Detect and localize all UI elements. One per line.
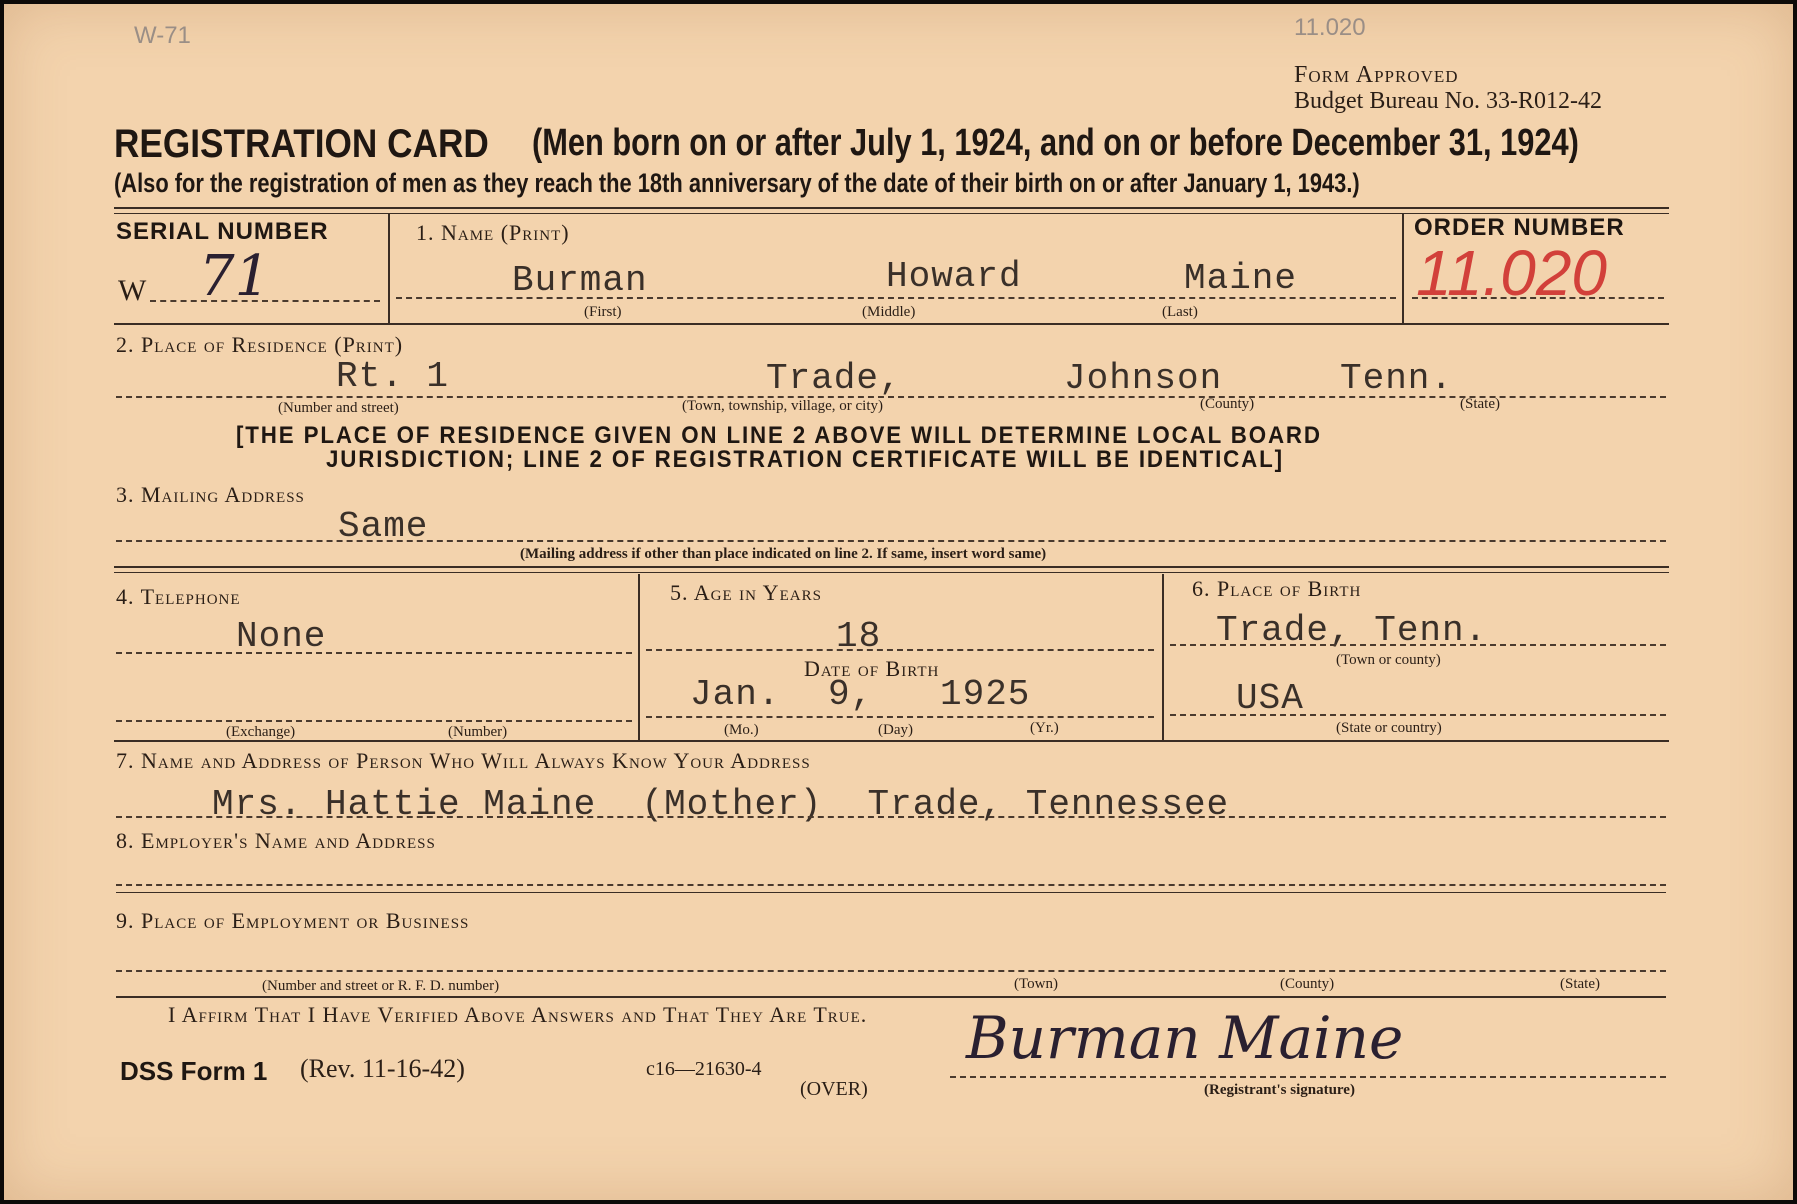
residence-county: Johnson xyxy=(1064,358,1223,399)
residence-state: Tenn. xyxy=(1340,358,1454,399)
registrant-signature: Burman Maine xyxy=(966,1004,1404,1072)
order-value: 11.020 xyxy=(1416,237,1607,309)
birthplace-caption-town: (Town or county) xyxy=(1336,652,1441,668)
row3-rule xyxy=(114,566,1669,568)
residence-label: 2. Place of Residence (Print) xyxy=(116,332,404,357)
divider-telephone xyxy=(638,574,640,742)
employer-label: 8. Employer's Name and Address xyxy=(116,828,436,853)
telephone-line-1 xyxy=(116,652,632,654)
employment-rule xyxy=(116,996,1666,998)
jurisdiction-notice-1: [THE PLACE OF RESIDENCE GIVEN ON LINE 2 ABOVE WILL DETERMINE LOCAL BOARD xyxy=(236,422,1322,449)
residence-town: Trade, xyxy=(766,358,902,399)
employment-caption-town: (Town) xyxy=(1014,976,1058,992)
employment-label: 9. Place of Employment or Business xyxy=(116,908,470,933)
dob-caption-yr: (Yr.) xyxy=(1030,720,1059,736)
row4-rule xyxy=(114,740,1669,742)
dob-month: Jan. xyxy=(690,674,781,715)
mailing-caption: (Mailing address if other than place indicated on line 2. If same, insert word same) xyxy=(520,546,1047,562)
telephone-caption-number: (Number) xyxy=(448,724,508,740)
residence-caption-street: (Number and street) xyxy=(278,400,399,416)
dob-caption-day: (Day) xyxy=(878,722,913,738)
divider-age xyxy=(1162,574,1164,742)
name-caption-middle: (Middle) xyxy=(862,304,916,320)
age-line xyxy=(646,649,1154,651)
affirm-statement: I Affirm That I Have Verified Above Answers and That They Are True. xyxy=(168,1002,868,1027)
jurisdiction-notice-2: JURISDICTION; LINE 2 OF REGISTRATION CERTIFICATE WILL BE IDENTICAL] xyxy=(326,446,1284,473)
form-revision: (Rev. 11-16-42) xyxy=(300,1054,465,1083)
dob-caption-mo: (Mo.) xyxy=(724,722,759,738)
form-subtitle-2: (Also for the registration of men as they reach the 18th anniversary of the date of their birth on or after January 1, 1943.) xyxy=(114,168,1360,198)
order-line xyxy=(1412,297,1664,299)
serial-line xyxy=(150,300,380,302)
name-label: 1. Name (Print) xyxy=(416,220,570,245)
header-rule xyxy=(114,207,1669,209)
name-middle: Howard xyxy=(886,256,1022,297)
name-first: Burman xyxy=(512,260,648,301)
residence-line xyxy=(116,396,1666,398)
signature-caption: (Registrant's signature) xyxy=(1204,1082,1355,1098)
name-caption-first: (First) xyxy=(584,304,622,320)
contact-value: Mrs. Hattie Maine (Mother) Trade, Tennessee xyxy=(212,784,1230,825)
age-value: 18 xyxy=(836,616,882,657)
form-number: DSS Form 1 xyxy=(120,1056,268,1086)
residence-caption-town: (Town, township, village, or city) xyxy=(682,398,883,414)
telephone-caption-exchange: (Exchange) xyxy=(226,724,296,740)
residence-caption-county: (County) xyxy=(1200,396,1255,412)
employment-line xyxy=(116,970,1666,972)
birthplace-line-1 xyxy=(1170,644,1666,646)
employment-caption-county: (County) xyxy=(1280,976,1335,992)
dob-year: 1925 xyxy=(940,674,1031,715)
budget-bureau: Budget Bureau No. 33-R012-42 xyxy=(1294,88,1602,114)
order-label: ORDER NUMBER xyxy=(1414,214,1625,241)
registration-card xyxy=(4,4,1793,1200)
pencil-note-top-right: 11.020 xyxy=(1294,14,1366,41)
name-caption-last: (Last) xyxy=(1162,304,1198,320)
residence-caption-state: (State) xyxy=(1460,396,1500,412)
form-approved: Form Approved xyxy=(1294,62,1459,88)
dob-label: Date of Birth xyxy=(804,656,940,681)
birthplace-label: 6. Place of Birth xyxy=(1192,576,1362,601)
age-label: 5. Age in Years xyxy=(670,580,822,605)
employer-line xyxy=(116,884,1666,886)
birthplace-line-2 xyxy=(1170,714,1666,716)
contact-label: 7. Name and Address of Person Who Will Always Know Your Address xyxy=(116,748,811,773)
form-subtitle: (Men born on or after July 1, 1924, and on or before December 31, 1924) xyxy=(532,122,1579,164)
telephone-value: None xyxy=(236,616,327,657)
serial-label: SERIAL NUMBER xyxy=(116,218,329,245)
row1-rule xyxy=(114,323,1669,325)
over-note: (OVER) xyxy=(800,1078,868,1100)
serial-value: 71 xyxy=(199,244,271,309)
name-line xyxy=(396,297,1396,299)
employer-rule xyxy=(116,892,1666,893)
serial-prefix: W xyxy=(118,274,147,307)
mailing-line xyxy=(116,540,1666,542)
mailing-label: 3. Mailing Address xyxy=(116,482,305,507)
pencil-note-top-left: W-71 xyxy=(134,22,191,49)
contact-line xyxy=(116,816,1666,818)
residence-street: Rt. 1 xyxy=(336,356,450,397)
employment-caption-street: (Number and street or R. F. D. number) xyxy=(262,978,500,994)
birthplace-town: Trade, Tenn. xyxy=(1216,610,1488,651)
row3-rule-thin xyxy=(114,572,1669,573)
birthplace-caption-country: (State or country) xyxy=(1336,720,1442,736)
telephone-label: 4. Telephone xyxy=(116,584,241,609)
mailing-value: Same xyxy=(338,506,429,547)
print-code: c16—21630-4 xyxy=(646,1058,762,1080)
dob-line xyxy=(646,716,1154,718)
dob-day: 9, xyxy=(828,674,874,715)
divider-serial xyxy=(388,214,390,324)
birthplace-country: USA xyxy=(1236,678,1304,719)
name-last: Maine xyxy=(1184,258,1298,299)
form-title: REGISTRATION CARD xyxy=(114,122,489,166)
signature-line xyxy=(950,1076,1666,1078)
telephone-line-2 xyxy=(116,720,632,722)
employment-caption-state: (State) xyxy=(1560,976,1600,992)
divider-order xyxy=(1402,214,1404,324)
